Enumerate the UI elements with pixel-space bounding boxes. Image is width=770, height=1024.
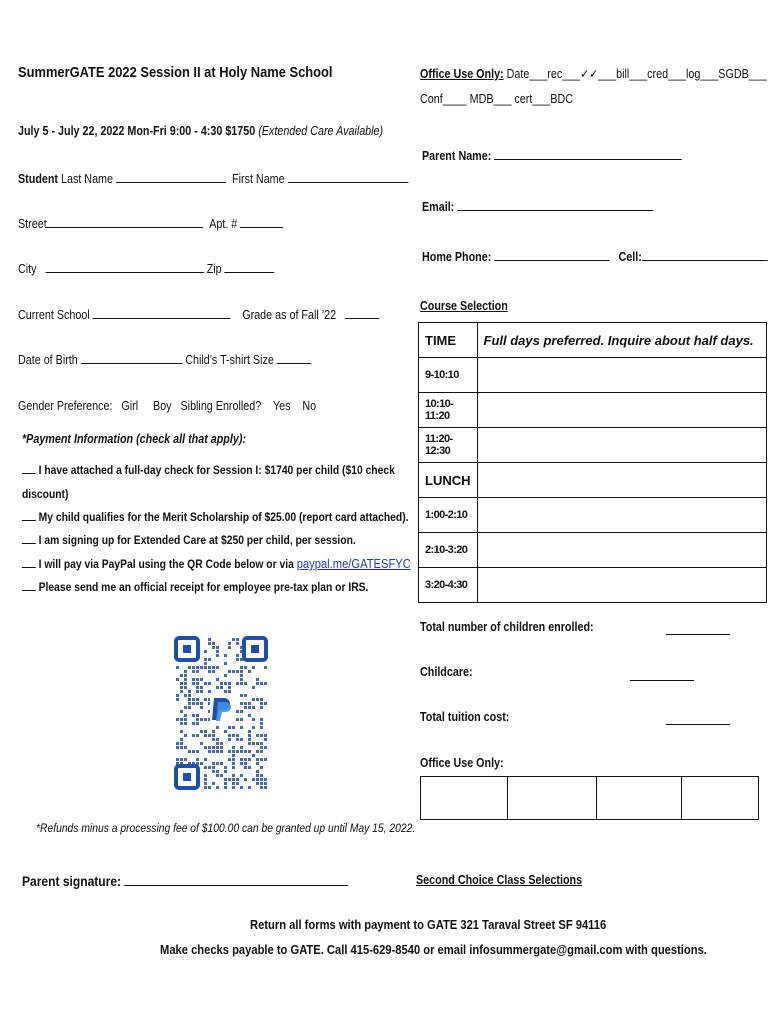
form-title: SummerGATE 2022 Session II at Holy Name School — [18, 64, 333, 81]
course-selection-heading: Course Selection — [420, 299, 508, 313]
time-slot: 9-10:10 — [419, 358, 478, 393]
student-label: Student — [18, 172, 59, 186]
apt-field[interactable] — [240, 217, 283, 228]
time-header: TIME — [419, 323, 478, 358]
signature-field[interactable] — [124, 873, 348, 886]
tshirt-field[interactable] — [277, 353, 311, 364]
dob-row — [18, 353, 311, 367]
payment-option-1 — [22, 463, 395, 477]
first-name-field[interactable] — [288, 172, 408, 183]
office-use-table — [420, 776, 759, 820]
street-row — [18, 217, 283, 231]
payment-checkbox-2[interactable] — [22, 510, 36, 521]
payment-checkbox-1[interactable] — [22, 463, 36, 474]
course-entry-cell[interactable] — [477, 358, 766, 393]
course-entry-cell[interactable] — [477, 393, 766, 428]
payment-checkbox-4[interactable] — [22, 557, 36, 568]
time-slot: 2:10-3:20 — [419, 533, 478, 568]
table-row — [419, 568, 767, 603]
dob-label: Date of Birth — [18, 353, 78, 367]
city-label: City — [18, 262, 37, 276]
time-slot: 11:20-12:30 — [419, 428, 478, 463]
street-label: Street — [18, 217, 47, 231]
refund-note: *Refunds minus a processing fee of $100.00 can be granted up until May 15, 2022. — [36, 821, 416, 835]
course-entry-cell[interactable] — [477, 568, 766, 603]
phone-row — [422, 250, 767, 264]
signature-row — [22, 873, 348, 889]
cell-field[interactable] — [642, 250, 768, 261]
payment-checkbox-5[interactable] — [22, 580, 36, 591]
time-slot: 1:00-2:10 — [419, 498, 478, 533]
zip-label: Zip — [206, 262, 222, 276]
student-name-row — [18, 172, 408, 186]
course-schedule-table — [418, 322, 767, 603]
course-entry-cell[interactable] — [477, 428, 766, 463]
table-row — [419, 498, 767, 533]
time-slot: LUNCH — [419, 463, 478, 498]
email-field[interactable] — [457, 200, 653, 211]
office-use-label-2: Office Use Only: — [420, 756, 504, 770]
tuition-field[interactable] — [666, 714, 730, 725]
payment-option-2-text: My child qualifies for the Merit Scholarship of $25.00 (report card attached). — [38, 510, 409, 524]
home-phone-field[interactable] — [494, 250, 609, 261]
payment-option-3-text: I am signing up for Extended Care at $250 per child, per session. — [38, 533, 356, 547]
office-use-label: Office Use Only: — [420, 67, 504, 81]
paypal-link[interactable]: paypal.me/GATESFYC — [296, 556, 411, 571]
payment-option-1-cont: discount) — [22, 487, 69, 501]
table-row — [419, 463, 767, 498]
second-choice-heading: Second Choice Class Selections — [416, 873, 583, 887]
apt-label: Apt. # — [209, 217, 238, 231]
street-field[interactable] — [47, 217, 204, 228]
office-cell — [682, 777, 759, 820]
childcare-field[interactable] — [630, 670, 694, 681]
office-use-row1: Date___rec___✓✓___bill___cred___log___SGDB___ — [503, 67, 767, 81]
cell-label: Cell: — [618, 250, 642, 264]
time-slot: 3:20-4:30 — [419, 568, 478, 603]
payment-option-1-text: I have attached a full-day check for Session I: $1740 per child ($10 check — [38, 463, 395, 477]
payment-option-4-text: I will pay via PayPal using the QR Code below or via — [38, 557, 297, 571]
tshirt-label: Child’s T-shirt Size — [185, 353, 274, 367]
school-row — [18, 308, 379, 322]
last-name-field[interactable] — [116, 172, 226, 183]
gender-sibling-row: Gender Preference: Girl Boy Sibling Enrolled? Yes No — [18, 399, 317, 413]
email-row — [422, 200, 653, 214]
course-entry-cell[interactable] — [477, 463, 766, 498]
session-note: (Extended Care Available) — [258, 124, 384, 138]
payment-option-5 — [22, 580, 368, 594]
table-row — [419, 533, 767, 568]
payment-option-4 — [22, 556, 411, 571]
home-phone-label: Home Phone: — [422, 250, 492, 264]
parent-name-label: Parent Name: — [422, 149, 492, 163]
table-row — [419, 358, 767, 393]
schedule-note-header: Full days preferred. Inquire about half days. — [477, 323, 766, 358]
office-cell — [597, 777, 682, 820]
zip-field[interactable] — [225, 262, 275, 273]
table-row — [419, 393, 767, 428]
office-use-header — [420, 66, 767, 81]
table-row — [419, 428, 767, 463]
parent-name-field[interactable] — [494, 149, 681, 160]
time-slot: 10:10-11:20 — [419, 393, 478, 428]
session-dates: July 5 - July 22, 2022 Mon-Fri 9:00 - 4:30 $1750 — [18, 124, 256, 138]
tuition-label: Total tuition cost: — [420, 710, 510, 724]
office-use-row2: Conf____ MDB___ cert___BDC — [420, 92, 573, 106]
email-label: Email: — [422, 200, 455, 214]
payment-checkbox-3[interactable] — [22, 533, 36, 544]
current-school-field[interactable] — [93, 308, 231, 319]
parent-name-row — [422, 149, 682, 163]
payment-option-5-text: Please send me an official receipt for employee pre-tax plan or IRS. — [38, 580, 369, 594]
payment-heading: *Payment Information (check all that apply): — [22, 432, 247, 446]
grade-field[interactable] — [345, 308, 379, 319]
last-name-label: Last Name — [58, 172, 113, 186]
payment-option-3 — [22, 533, 356, 547]
office-cell — [421, 777, 508, 820]
current-school-label: Current School — [18, 308, 90, 322]
payment-option-2 — [22, 510, 409, 524]
course-entry-cell[interactable] — [477, 498, 766, 533]
footer-contact: Make checks payable to GATE. Call 415-629-8540 or email infosummergate@gmail.com with questions. — [160, 942, 707, 957]
table-row — [421, 777, 759, 820]
dob-field[interactable] — [81, 353, 182, 364]
table-row — [419, 323, 767, 358]
paypal-qr-code-icon — [174, 636, 268, 790]
office-cell — [508, 777, 597, 820]
first-name-label: First Name — [232, 172, 285, 186]
childcare-label: Childcare: — [420, 665, 473, 679]
grade-label: Grade as of Fall ’22 — [242, 308, 337, 322]
session-info — [18, 124, 383, 138]
city-field[interactable] — [45, 262, 203, 273]
children-enrolled-field[interactable] — [666, 624, 730, 635]
city-row — [18, 262, 275, 276]
footer-return-address: Return all forms with payment to GATE 321 Taraval Street SF 94116 — [250, 917, 607, 932]
signature-label: Parent signature: — [22, 873, 122, 889]
children-enrolled-label: Total number of children enrolled: — [420, 620, 594, 634]
course-entry-cell[interactable] — [477, 533, 766, 568]
